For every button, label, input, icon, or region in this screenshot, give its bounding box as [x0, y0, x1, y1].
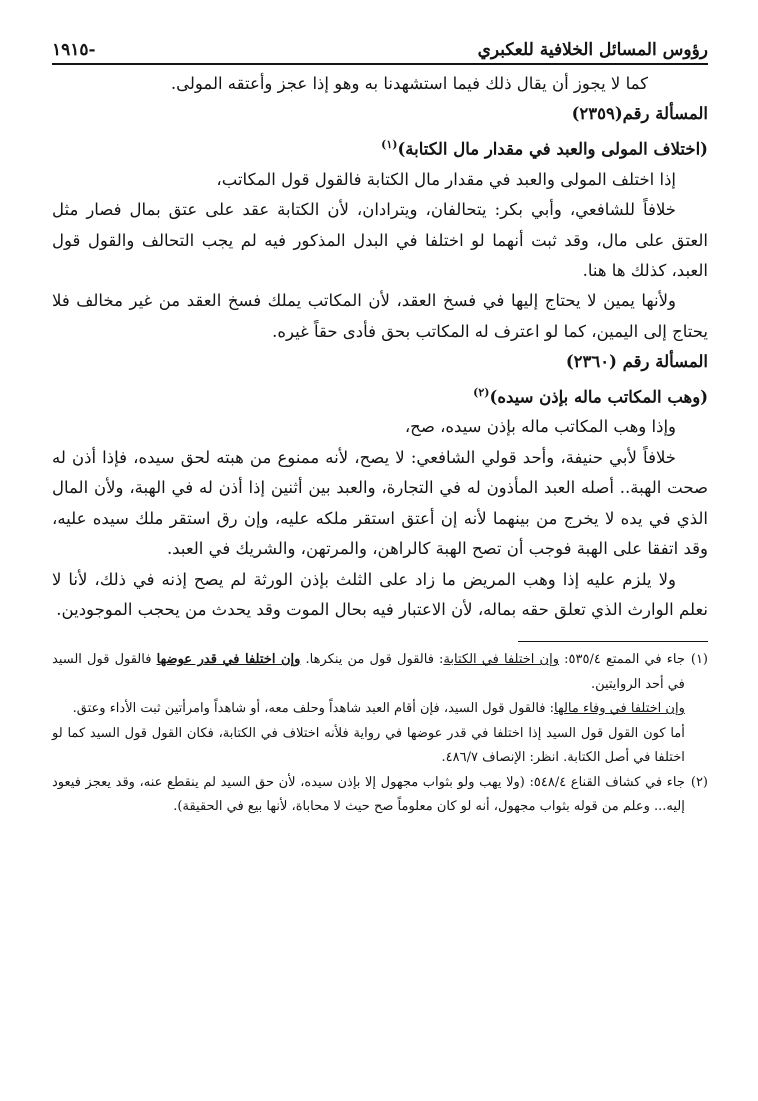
issue-title-2360: المسألة رقم (٢٣٦٠)	[565, 352, 708, 372]
footnote-text: : فالقول قول السيد، فإن أقام العبد شاهداً وحلف معه، أو شاهداً وامرأتين ثبت الأداء وعتق.	[72, 701, 555, 717]
footnote-ref-1[interactable]: (١)	[381, 137, 398, 151]
paragraph-3: ولأنها يمين لا يحتاج إليها في فسخ العقد، لأن المكاتب يملك فسخ العقد من غير مخالف فلا يحتاج إلى اليمين، كما لو اعترف له المكاتب بحق فأدى حقاً غيره.	[52, 291, 708, 341]
footnote-1-line-b	[52, 697, 685, 722]
book-page	[52, 40, 708, 1081]
book-title: رؤوس المسائل الخلافية للعكبري	[477, 40, 708, 60]
footnote-body	[52, 771, 685, 820]
issue-title-2359: المسألة رقم(٢٣٥٩)	[571, 104, 708, 124]
footnote-text: فالقول قول السيد في أحد الروايتين.	[52, 652, 685, 692]
footnote-text: : فالقول قول من ينكرها.	[300, 652, 444, 668]
footnote-1	[52, 648, 708, 771]
issue-heading-2359	[52, 130, 708, 165]
footnote-1-line-c: أما كون القول قول السيد إذا اختلفا في قدر عوضها في رواية فلأنه اختلاف في الكتابة، فكان القول قول السيد كما لو اختلفا في أصل الكتابة. انظر: الإنصاف ٤٨٦/٧.	[52, 725, 685, 766]
paragraph-2: خلافاً للشافعي، وأبي بكر: يتحالفان، ويترادان، لأن الكتابة عقد على عتق بمال فصار مثل العتق على مال، وقد ثبت أنهما لو اختلفا في البدل المذكور فيه لم يجب التحالف والقول قول العبد، كذلك ها هنا.	[52, 200, 708, 280]
running-header	[52, 40, 708, 65]
issue-heading-text: (وهب المكاتب ماله بإذن سيده)	[489, 387, 708, 407]
footnote-number: (١)	[690, 652, 708, 668]
issue-heading-text: (اختلاف المولى والعبد في مقدار مال الكتابة)	[397, 139, 708, 159]
paragraph-5: خلافاً لأبي حنيفة، وأحد قولي الشافعي: لا يصح، لأنه ممنوع من هبته لحق سيده، فإذا أذن له صحت الهبة.. أصله العبد المأذون له في التجارة، والعبد بين أثنين إذا أذن له في الهبة، ولأن المال الذي في يده لا يخرج من بينهما لأنه إن أعتق استقر ملكه عليه، وإن رق استقر ملك سيده عليه، وقد اتفقا على الهبة فوجب أن تصح الهبة كالراهن، والمرتهن، والشريك في العبد.	[52, 447, 708, 559]
footnote-underlined: وإن اختلفا في وفاء مالها	[554, 701, 685, 717]
footnote-2	[52, 771, 708, 820]
issue-heading-2360	[52, 378, 708, 413]
page-number: -١٩١٥	[52, 40, 96, 60]
footnote-underlined: وإن اختلفا في قدر عوضها	[156, 652, 301, 668]
footnotes	[52, 648, 708, 820]
footnote-underlined: وإن اختلفا في الكتابة	[443, 652, 559, 668]
footnote-2-text: جاء في كشاف القناع ٥٤٨/٤: (ولا يهب ولو بثواب مجهول إلا بإذن سيده، لأن حق السيد لم ينقطع عنه، وقد يعجز فيعود إليه... وعلم من قوله بثواب مجهول، أنه لو كان معلوماً صح حيث لا محاباة، لأنها بيع في الحقيقة).	[52, 774, 685, 815]
paragraph-6: ولا يلزم عليه إذا وهب المريض ما زاد على الثلث بإذن الورثة لم يصح إذنه في ذلك، لأنا لا نعلم الوارث الذي تعلق حقه بماله، لأن الاعتبار فيه بحال الموت وقد يحدث من يحجب الموجودين.	[52, 569, 708, 619]
paragraph-1: إذا اختلف المولى والعبد في مقدار مال الكتابة فالقول قول المكاتب،	[216, 169, 676, 189]
footnote-number: (٢)	[690, 774, 708, 790]
paragraph-continuation: كما لا يجوز أن يقال ذلك فيما استشهدنا به وهو إذا عجز وأعتقه المولى.	[170, 74, 648, 93]
footnote-body	[52, 648, 685, 771]
footnote-text: جاء في الممتع ٥٣٥/٤:	[558, 652, 685, 668]
footnote-ref-2[interactable]: (٢)	[473, 385, 490, 399]
footnote-1-line-a	[52, 648, 685, 697]
main-text	[52, 69, 708, 625]
paragraph-4: وإذا وهب المكاتب ماله بإذن سيده، صح،	[404, 417, 676, 437]
footnote-separator	[518, 641, 708, 642]
